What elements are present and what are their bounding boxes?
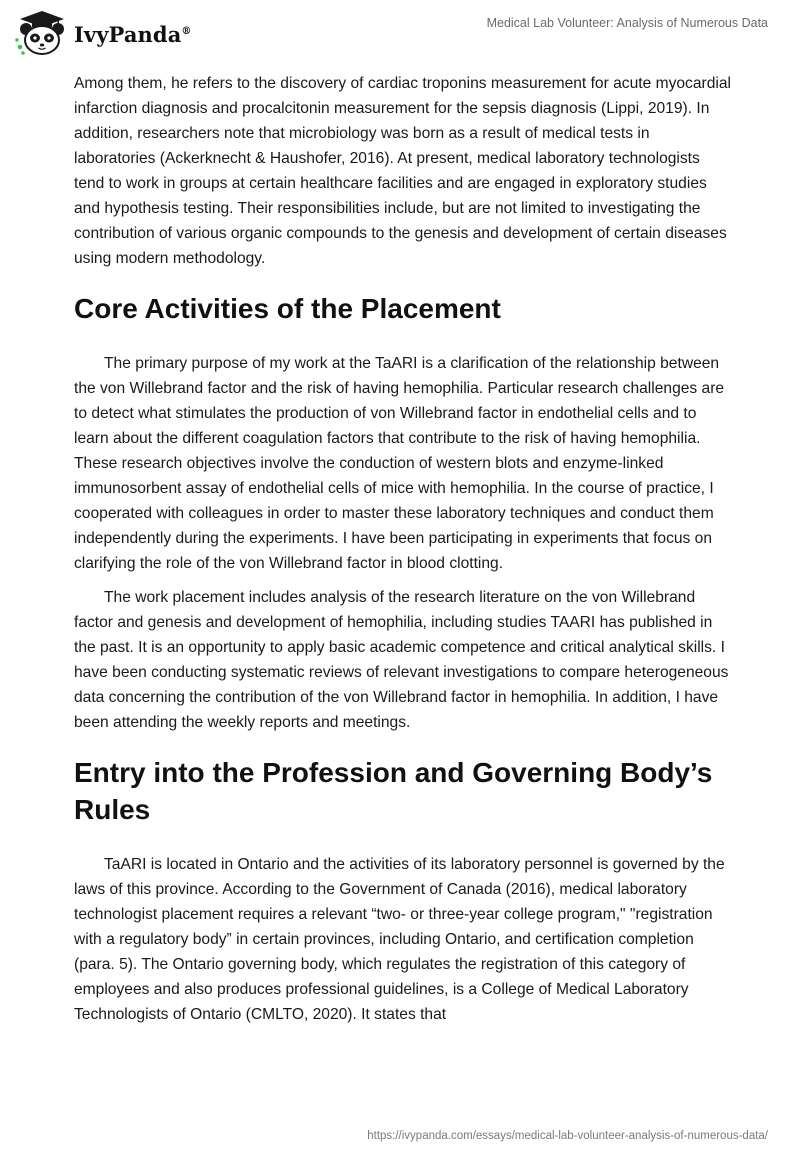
entry-profession-paragraph-1: TaARI is located in Ontario and the activities of its laboratory personnel is governed by the laws of this province. According to the Government of Canada (2016), medical laboratory technologist placement requires a relevant “two- or three-year college program," "registration with a regulatory body” in certain provinces, including Ontario, and certification completion (para. 5). The Ontario governing body, which regulates the registration of this category of employees and also produces professional guidelines, is a College of Medical Laboratory Technologists of Ontario (CMLTO, 2020). It states that: [74, 856, 725, 1023]
intro-paragraph: Among them, he refers to the discovery of cardiac troponins measurement for acute myocardial infarction diagnosis and procalcitonin measurement for the sepsis diagnosis (Lippi, 2019). In addition, researchers note that microbiology was born as a result of medical tests in laboratories (Ackerknecht & Haushofer, 2016). At present, medical laboratory technologists tend to work in groups at certain healthcare facilities and are engaged in exploratory studies and hypothesis testing. Their responsibilities include, but are not limited to investigating the contribution of various organic compounds to the genesis and development of certain diseases using modern methodology.: [74, 75, 731, 267]
core-activities-paragraph-2: The work placement includes analysis of the research literature on the von Willebrand factor and genesis and development of hemophilia, including studies TAARI has published in the past. It is an opportunity to apply basic academic competence and critical analytical skills. I have been conducting systematic reviews of relevant investigations to compare heterogeneous data concerning the contribution of the von Willebrand factor in hemophilia. In addition, I have been attending the weekly reports and meetings.: [74, 589, 729, 731]
panda-graduate-icon: [14, 9, 70, 57]
brand-logo[interactable]: [14, 9, 192, 57]
source-url[interactable]: https://ivypanda.com/essays/medical-lab-volunteer-analysis-of-numerous-data/: [367, 1130, 768, 1142]
essay-content: [74, 71, 734, 1036]
core-activities-paragraph-1: The primary purpose of my work at the TaARI is a clarification of the relationship between the von Willebrand factor and the risk of having hemophilia. Particular research challenges are to detect what stimulates the production of von Willebrand factor in endothelial cells and to learn about the different coagulation factors that contribute to the risk of having hemophilia. These research objectives involve the conduction of western blots and enzyme-linked immunosorbent assay of endothelial cells of mice with hemophilia. In the course of practice, I cooperated with colleagues in order to master these laboratory techniques and conduct them independently during the experiments. I have been participating in experiments that focus on clarifying the role of the von Willebrand factor in blood clotting.: [74, 355, 725, 572]
page-header: [0, 0, 800, 68]
document-title: Medical Lab Volunteer: Analysis of Numerous Data: [486, 16, 768, 30]
section-heading-core-activities: Core Activities of the Placement: [74, 293, 501, 324]
section-heading-entry-profession: Entry into the Profession and Governing Body’s Rules: [74, 757, 713, 825]
brand-name: IvyPanda®: [74, 21, 192, 47]
